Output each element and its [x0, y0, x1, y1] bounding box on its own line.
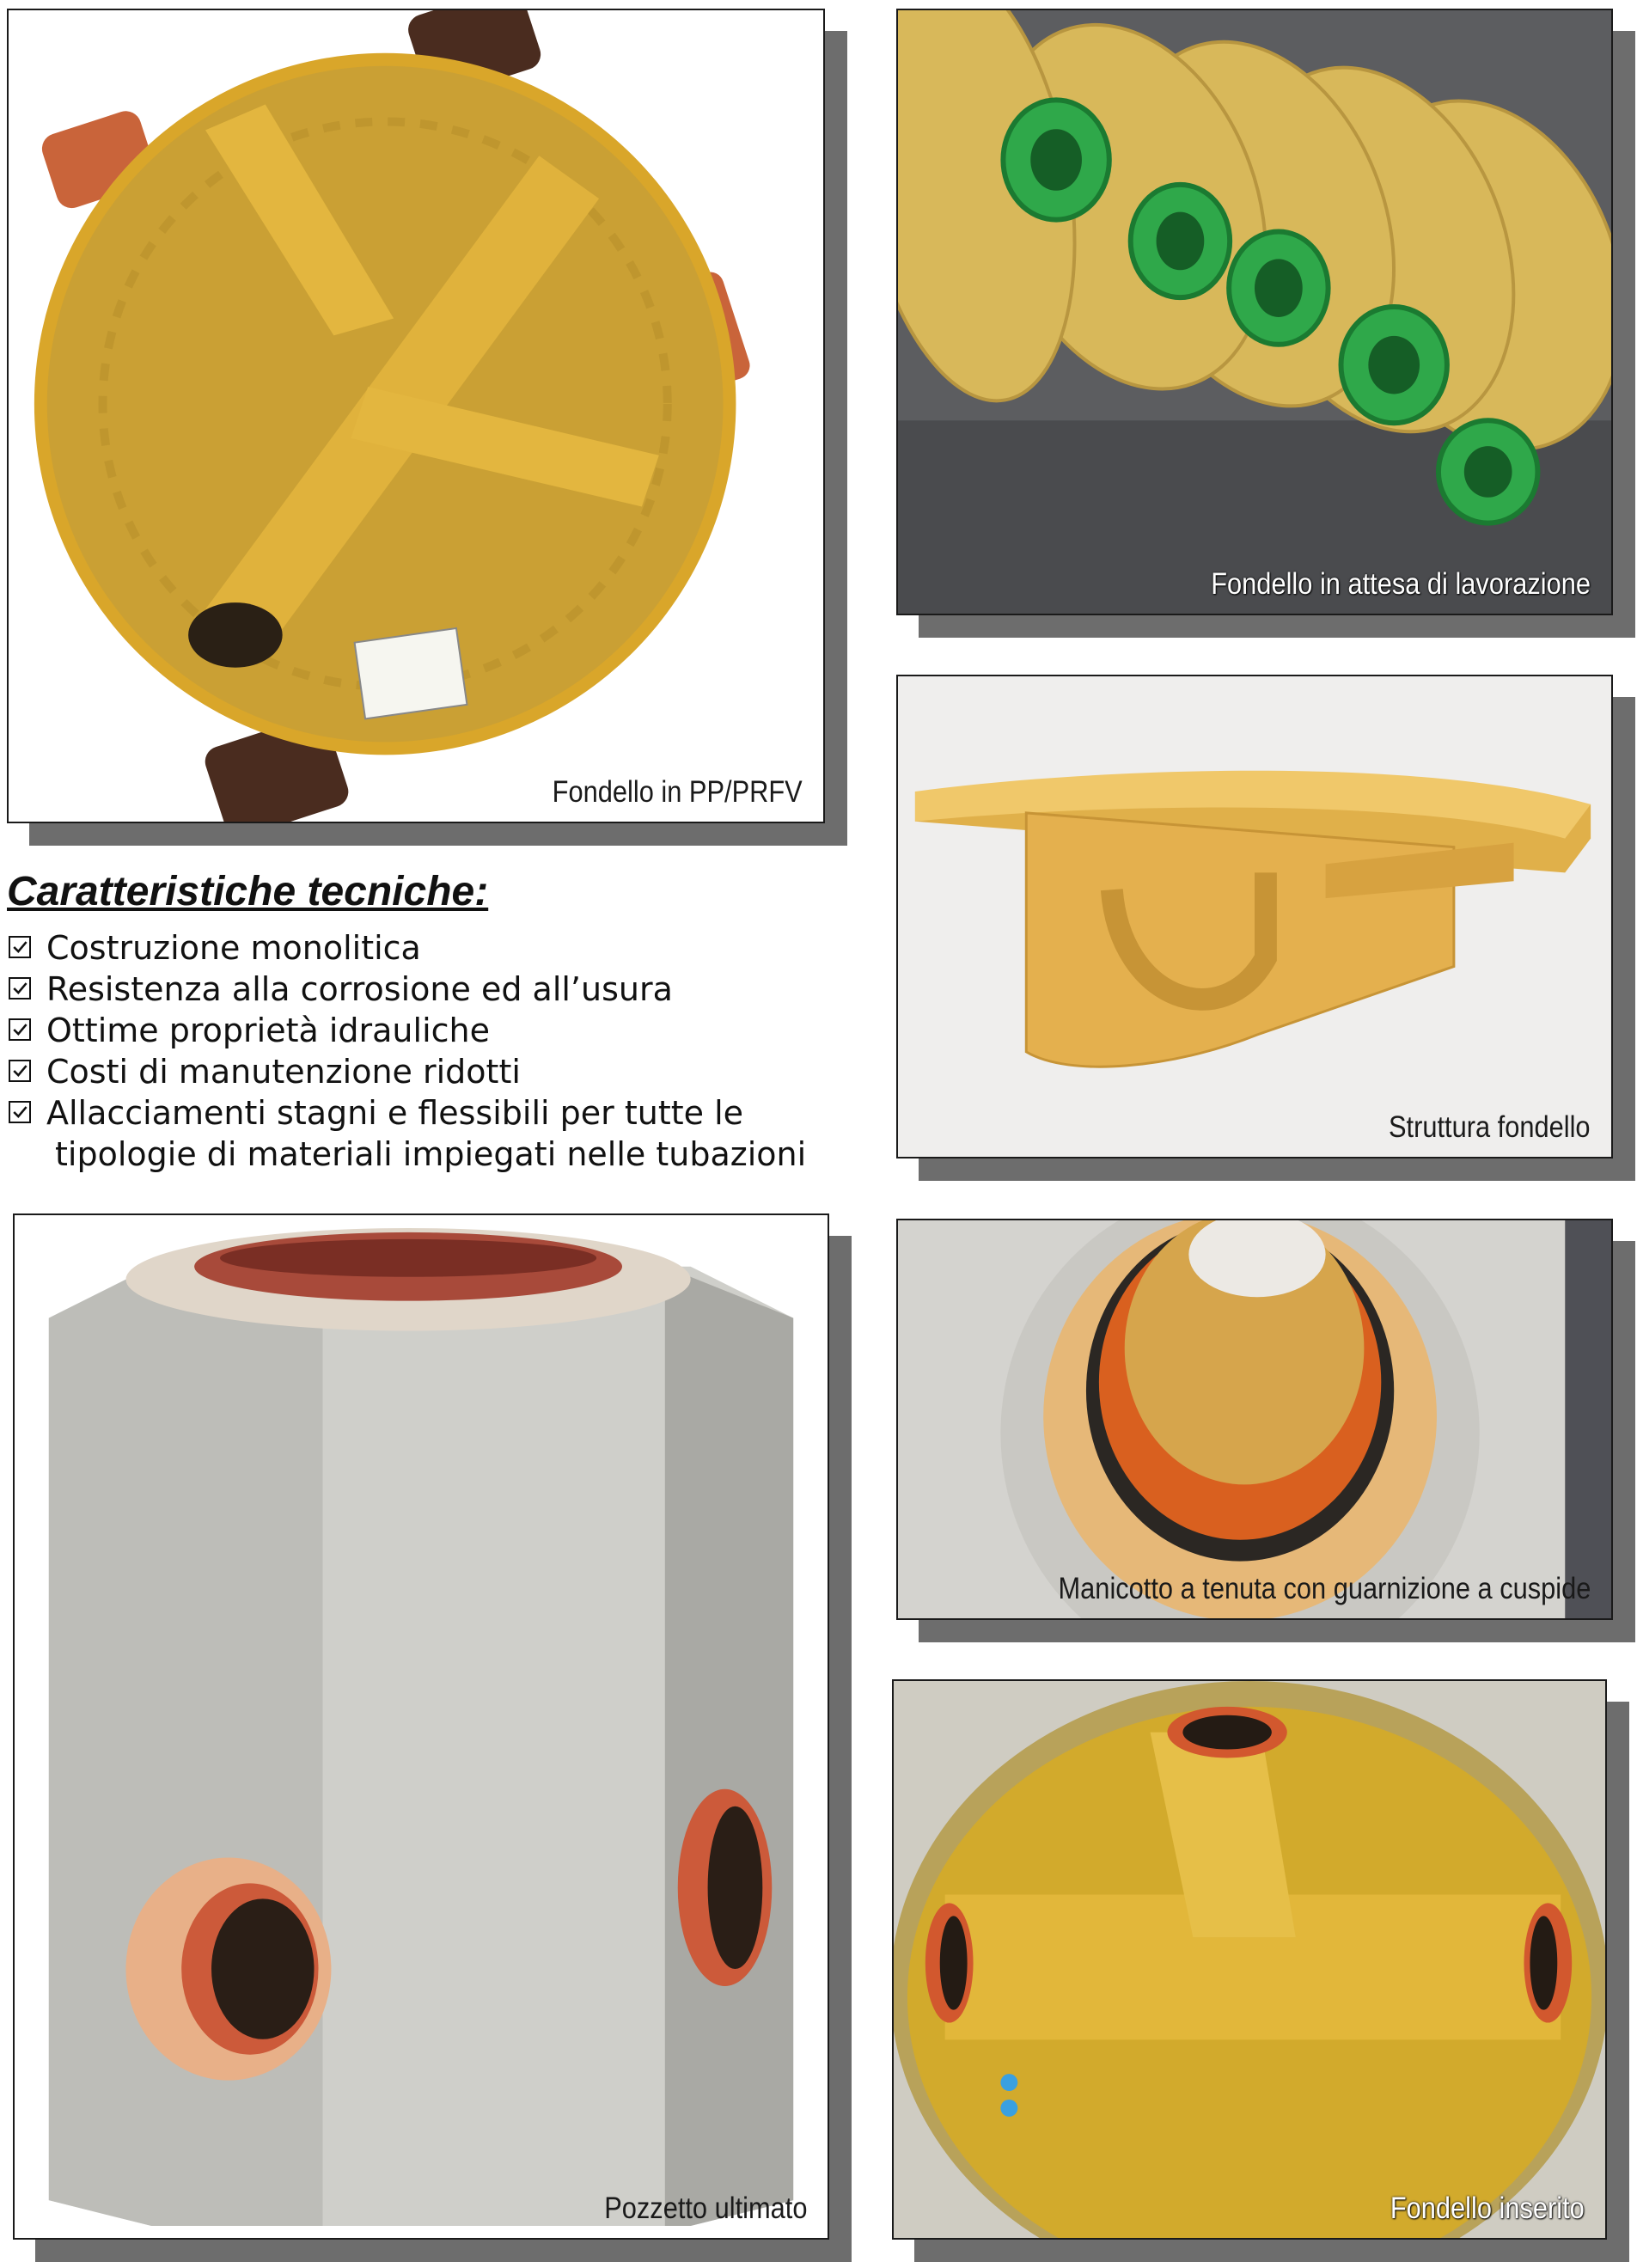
photo-caption: Struttura fondello — [1389, 1110, 1591, 1144]
fondello-installed-image — [894, 1681, 1605, 2238]
photo-caption: Pozzetto ultimato — [603, 2192, 807, 2225]
photo-frame — [896, 1219, 1613, 1620]
photo-caption: Fondello in PP/PRFV — [552, 775, 803, 809]
photo-panel-struttura — [896, 675, 1613, 1158]
photo-panel-attesa — [896, 9, 1613, 615]
photo-caption: Manicotto a tenuta con guarnizione a cuspide — [1058, 1572, 1591, 1605]
photo-caption: Fondello inserito — [1390, 2192, 1585, 2225]
photo-panel-pozzetto — [13, 1213, 829, 2240]
spec-item — [7, 1051, 832, 1092]
specs-title: Caratteristiche tecniche: — [7, 869, 489, 914]
spec-item-continuation: tipologie di materiali impiegati nelle tubazioni — [55, 1135, 807, 1173]
manicotto-seal-image — [898, 1220, 1611, 1618]
spec-item — [7, 927, 832, 969]
photo-panel-inserito — [892, 1679, 1607, 2240]
spec-item — [7, 1010, 832, 1051]
checkbox-checked-icon — [9, 1060, 31, 1082]
spec-item-text: Resistenza alla corrosione ed all’usura — [46, 970, 673, 1008]
spec-item-text: Costruzione monolitica — [46, 929, 421, 967]
spec-item-text: Costi di manutenzione ridotti — [46, 1053, 521, 1091]
stacked-fondelli-image — [898, 10, 1611, 614]
checkbox-checked-icon — [9, 977, 31, 1000]
specs-section — [7, 868, 832, 1175]
photo-frame — [892, 1679, 1607, 2240]
fondello-top-view-image — [9, 10, 823, 822]
photo-panel-manicotto — [896, 1219, 1613, 1620]
fondello-section-image — [898, 676, 1611, 1157]
photo-caption: Fondello in attesa di lavorazione — [1211, 567, 1591, 601]
spec-item — [7, 969, 832, 1010]
spec-item-text: Allacciamenti stagni e flessibili per tutte le — [46, 1094, 744, 1132]
photo-frame — [13, 1213, 829, 2240]
checkbox-checked-icon — [9, 1101, 31, 1123]
photo-panel-fondello-pp — [7, 9, 825, 823]
photo-frame — [896, 9, 1613, 615]
spec-item-text: Ottime proprietà idrauliche — [46, 1012, 490, 1049]
checkbox-checked-icon — [9, 936, 31, 958]
checkbox-checked-icon — [9, 1018, 31, 1041]
spec-item — [7, 1092, 832, 1175]
photo-frame — [896, 675, 1613, 1158]
photo-frame — [7, 9, 825, 823]
specs-list — [7, 927, 832, 1175]
pozzetto-concrete-image — [15, 1215, 828, 2238]
